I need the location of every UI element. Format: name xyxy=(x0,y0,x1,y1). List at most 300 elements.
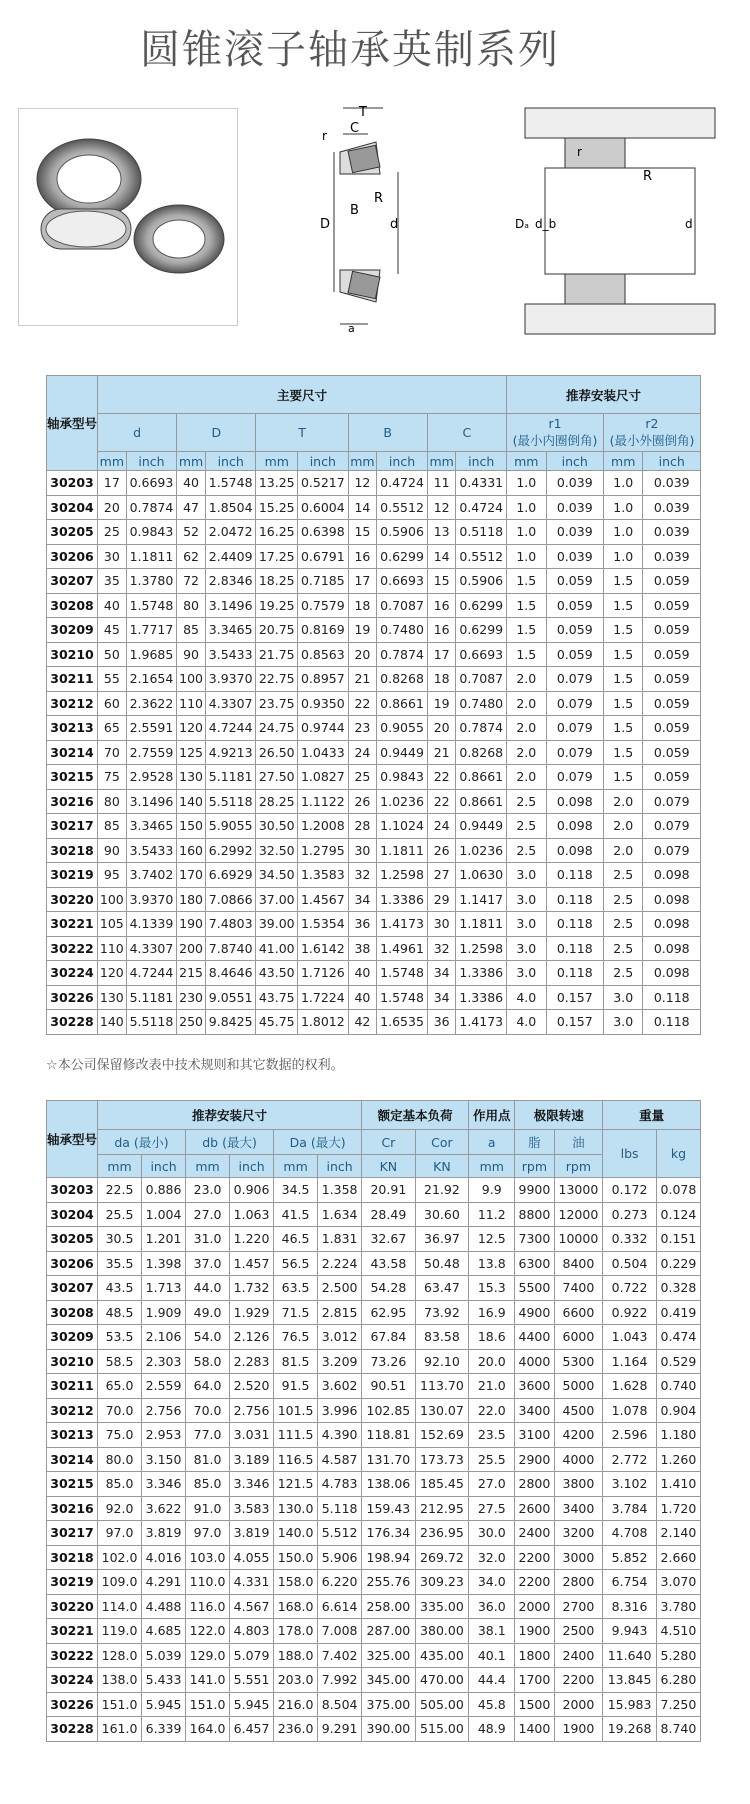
value-cell: 0.904 xyxy=(656,1398,700,1423)
value-cell: 0.5217 xyxy=(298,471,349,496)
value-cell: 4400 xyxy=(515,1325,554,1350)
label-R: R xyxy=(374,191,384,206)
value-cell: 0.9055 xyxy=(377,716,428,741)
value-cell: 22 xyxy=(427,765,456,790)
value-cell: 90.51 xyxy=(362,1374,416,1399)
value-cell: 170 xyxy=(177,863,206,888)
model-cell: 30216 xyxy=(47,1496,98,1521)
value-cell: 3.3465 xyxy=(126,814,177,839)
value-cell: 160 xyxy=(177,838,206,863)
value-cell: 2.3622 xyxy=(126,691,177,716)
value-cell: 0.740 xyxy=(656,1374,700,1399)
value-cell: 3.0 xyxy=(603,1010,643,1035)
value-cell: 4.1339 xyxy=(126,912,177,937)
value-cell: 1.0433 xyxy=(298,740,349,765)
value-cell: 5.906 xyxy=(318,1545,362,1570)
value-cell: 3.070 xyxy=(656,1570,700,1595)
value-cell: 15.3 xyxy=(469,1276,515,1301)
value-cell: 0.8957 xyxy=(298,667,349,692)
value-cell: 1.0 xyxy=(507,495,547,520)
value-cell: 164.0 xyxy=(186,1717,230,1742)
col-grease: 脂 xyxy=(515,1130,554,1155)
value-cell: 150 xyxy=(177,814,206,839)
value-cell: 4000 xyxy=(554,1447,603,1472)
value-cell: 4.7244 xyxy=(205,716,256,741)
value-cell: 2.5 xyxy=(507,789,547,814)
model-cell: 30209 xyxy=(47,618,98,643)
value-cell: 1.5 xyxy=(507,618,547,643)
value-cell: 2.5 xyxy=(507,814,547,839)
value-cell: 2.1654 xyxy=(126,667,177,692)
value-cell: 138.06 xyxy=(362,1472,416,1497)
units-row xyxy=(47,452,701,471)
value-cell: 67.84 xyxy=(362,1325,416,1350)
value-cell: 110.0 xyxy=(186,1570,230,1595)
value-cell: 1.358 xyxy=(318,1178,362,1203)
value-cell: 2.660 xyxy=(656,1545,700,1570)
value-cell: 1.0630 xyxy=(456,863,507,888)
value-cell: 236.95 xyxy=(415,1521,469,1546)
value-cell: 52 xyxy=(177,520,206,545)
value-cell: 13.8 xyxy=(469,1251,515,1276)
value-cell: 58.0 xyxy=(186,1349,230,1374)
value-cell: 5.551 xyxy=(230,1668,274,1693)
value-cell: 13 xyxy=(427,520,456,545)
model-cell: 30226 xyxy=(47,1692,98,1717)
value-cell: 121.5 xyxy=(274,1472,318,1497)
performance-table-body xyxy=(47,1178,701,1742)
value-cell: 113.70 xyxy=(415,1374,469,1399)
value-cell: 36 xyxy=(348,912,377,937)
value-cell: 2700 xyxy=(554,1594,603,1619)
value-cell: 0.118 xyxy=(546,887,603,912)
value-cell: 75 xyxy=(98,765,127,790)
value-cell: 1.2598 xyxy=(377,863,428,888)
value-cell: 1.0 xyxy=(507,544,547,569)
model-cell: 30228 xyxy=(47,1010,98,1035)
value-cell: 34.0 xyxy=(469,1570,515,1595)
value-cell: 110 xyxy=(177,691,206,716)
page-title: 圆锥滚子轴承英制系列 xyxy=(140,27,560,73)
col-D: D xyxy=(177,414,256,452)
value-cell: 6.220 xyxy=(318,1570,362,1595)
value-cell: 23.5 xyxy=(469,1423,515,1448)
value-cell: 216.0 xyxy=(274,1692,318,1717)
value-cell: 5000 xyxy=(554,1374,603,1399)
value-cell: 34 xyxy=(427,961,456,986)
value-cell: 4.055 xyxy=(230,1545,274,1570)
model-cell: 30219 xyxy=(47,863,98,888)
value-cell: 111.5 xyxy=(274,1423,318,1448)
value-cell: 8.740 xyxy=(656,1717,700,1742)
value-cell: 0.6004 xyxy=(298,495,349,520)
dimensions-table xyxy=(46,375,701,1035)
table-row xyxy=(47,593,701,618)
value-cell: 0.059 xyxy=(643,618,701,643)
value-cell: 0.079 xyxy=(546,667,603,692)
value-cell: 0.172 xyxy=(603,1178,657,1203)
value-cell: 190 xyxy=(177,912,206,937)
value-cell: 255.76 xyxy=(362,1570,416,1595)
value-cell: 100 xyxy=(98,887,127,912)
unit-inch: inch xyxy=(142,1155,186,1178)
value-cell: 1.457 xyxy=(230,1251,274,1276)
table-row xyxy=(47,1202,701,1227)
value-cell: 0.8563 xyxy=(298,642,349,667)
value-cell: 30.5 xyxy=(98,1227,142,1252)
value-cell: 0.9449 xyxy=(456,814,507,839)
table-row xyxy=(47,544,701,569)
col-cr: Cr xyxy=(362,1130,416,1155)
value-cell: 2.0 xyxy=(507,765,547,790)
value-cell: 28.25 xyxy=(256,789,298,814)
value-cell: 38 xyxy=(348,936,377,961)
value-cell: 81.5 xyxy=(274,1349,318,1374)
value-cell: 3.5433 xyxy=(205,642,256,667)
value-cell: 2.756 xyxy=(230,1398,274,1423)
col-r2: r2 (最小外圈倒角) xyxy=(603,414,700,452)
value-cell: 25 xyxy=(98,520,127,545)
table-row xyxy=(47,667,701,692)
value-cell: 1.410 xyxy=(656,1472,700,1497)
table-row xyxy=(47,495,701,520)
value-cell: 3.583 xyxy=(230,1496,274,1521)
value-cell: 1900 xyxy=(554,1717,603,1742)
value-cell: 390.00 xyxy=(362,1717,416,1742)
value-cell: 2.756 xyxy=(142,1398,186,1423)
value-cell: 91.0 xyxy=(186,1496,230,1521)
value-cell: 65.0 xyxy=(98,1374,142,1399)
value-cell: 36.97 xyxy=(415,1227,469,1252)
value-cell: 95 xyxy=(98,863,127,888)
value-cell: 0.332 xyxy=(603,1227,657,1252)
table-row xyxy=(47,1447,701,1472)
value-cell: 0.7874 xyxy=(126,495,177,520)
value-cell: 0.098 xyxy=(643,936,701,961)
value-cell: 83.58 xyxy=(415,1325,469,1350)
model-cell: 30205 xyxy=(47,520,98,545)
value-cell: 0.039 xyxy=(546,495,603,520)
value-cell: 43.58 xyxy=(362,1251,416,1276)
value-cell: 3.346 xyxy=(142,1472,186,1497)
value-cell: 8400 xyxy=(554,1251,603,1276)
model-header-2: 轴承型号 xyxy=(47,1101,98,1178)
value-cell: 1.3386 xyxy=(456,961,507,986)
value-cell: 0.039 xyxy=(643,520,701,545)
value-cell: 24 xyxy=(427,814,456,839)
value-cell: 1.5 xyxy=(603,765,643,790)
value-cell: 3400 xyxy=(515,1398,554,1423)
value-cell: 3.189 xyxy=(230,1447,274,1472)
value-cell: 17.25 xyxy=(256,544,298,569)
value-cell: 4.3307 xyxy=(205,691,256,716)
value-cell: 2200 xyxy=(515,1570,554,1595)
value-cell: 120 xyxy=(177,716,206,741)
value-cell: 34.50 xyxy=(256,863,298,888)
value-cell: 0.059 xyxy=(643,642,701,667)
value-cell: 0.039 xyxy=(643,495,701,520)
value-cell: 2.815 xyxy=(318,1300,362,1325)
value-cell: 2400 xyxy=(554,1643,603,1668)
table-row xyxy=(47,961,701,986)
table-row xyxy=(47,838,701,863)
value-cell: 70 xyxy=(98,740,127,765)
value-cell: 25.5 xyxy=(469,1447,515,1472)
col-Da: Da (最大) xyxy=(274,1130,362,1155)
value-cell: 30 xyxy=(348,838,377,863)
table-row xyxy=(47,1545,701,1570)
value-cell: 125 xyxy=(177,740,206,765)
value-cell: 11.2 xyxy=(469,1202,515,1227)
value-cell: 30.60 xyxy=(415,1202,469,1227)
value-cell: 0.7185 xyxy=(298,569,349,594)
value-cell: 35 xyxy=(98,569,127,594)
value-cell: 2.0 xyxy=(603,814,643,839)
value-cell: 4.587 xyxy=(318,1447,362,1472)
value-cell: 43.5 xyxy=(98,1276,142,1301)
value-cell: 97.0 xyxy=(98,1521,142,1546)
value-cell: 0.4724 xyxy=(456,495,507,520)
value-cell: 23.75 xyxy=(256,691,298,716)
value-cell: 0.8661 xyxy=(456,789,507,814)
value-cell: 32.50 xyxy=(256,838,298,863)
value-cell: 105 xyxy=(98,912,127,937)
label-Da: Dₐ xyxy=(515,217,529,231)
table-row xyxy=(47,642,701,667)
model-cell: 30206 xyxy=(47,1251,98,1276)
table-row xyxy=(47,520,701,545)
value-cell: 1.0236 xyxy=(377,789,428,814)
model-cell: 30204 xyxy=(47,495,98,520)
value-cell: 1.5 xyxy=(603,716,643,741)
table-row xyxy=(47,1251,701,1276)
model-cell: 30207 xyxy=(47,569,98,594)
value-cell: 45.8 xyxy=(469,1692,515,1717)
value-cell: 3.784 xyxy=(603,1496,657,1521)
value-cell: 1.1811 xyxy=(377,838,428,863)
model-cell: 30212 xyxy=(47,691,98,716)
unit-mm: mm xyxy=(274,1155,318,1178)
value-cell: 65 xyxy=(98,716,127,741)
value-cell: 15.25 xyxy=(256,495,298,520)
value-cell: 0.722 xyxy=(603,1276,657,1301)
value-cell: 0.098 xyxy=(546,789,603,814)
value-cell: 0.039 xyxy=(643,471,701,496)
value-cell: 27.0 xyxy=(186,1202,230,1227)
value-cell: 0.079 xyxy=(546,716,603,741)
model-cell: 30221 xyxy=(47,912,98,937)
value-cell: 3.0 xyxy=(507,863,547,888)
value-cell: 27.50 xyxy=(256,765,298,790)
value-cell: 77.0 xyxy=(186,1423,230,1448)
value-cell: 1.6535 xyxy=(377,1010,428,1035)
value-cell: 0.059 xyxy=(546,642,603,667)
value-cell: 6.339 xyxy=(142,1717,186,1742)
value-cell: 0.039 xyxy=(643,544,701,569)
value-cell: 203.0 xyxy=(274,1668,318,1693)
value-cell: 29 xyxy=(427,887,456,912)
value-cell: 16 xyxy=(427,593,456,618)
value-cell: 1.4961 xyxy=(377,936,428,961)
value-cell: 71.5 xyxy=(274,1300,318,1325)
value-cell: 1.5 xyxy=(507,593,547,618)
value-cell: 1.5748 xyxy=(377,961,428,986)
model-cell: 30218 xyxy=(47,838,98,863)
value-cell: 0.059 xyxy=(643,716,701,741)
value-cell: 5.118 xyxy=(318,1496,362,1521)
value-cell: 102.85 xyxy=(362,1398,416,1423)
value-cell: 56.5 xyxy=(274,1251,318,1276)
value-cell: 19.268 xyxy=(603,1717,657,1742)
value-cell: 2.303 xyxy=(142,1349,186,1374)
value-cell: 64.0 xyxy=(186,1374,230,1399)
model-cell: 30210 xyxy=(47,642,98,667)
value-cell: 3.0 xyxy=(507,912,547,937)
value-cell: 1.4173 xyxy=(377,912,428,937)
value-cell: 2200 xyxy=(515,1545,554,1570)
value-cell: 0.118 xyxy=(643,1010,701,1035)
model-cell: 30217 xyxy=(47,814,98,839)
table-row xyxy=(47,691,701,716)
value-cell: 1.2795 xyxy=(298,838,349,863)
value-cell: 25.5 xyxy=(98,1202,142,1227)
value-cell: 1.5 xyxy=(507,569,547,594)
value-cell: 70.0 xyxy=(98,1398,142,1423)
value-cell: 2.0472 xyxy=(205,520,256,545)
model-cell: 30217 xyxy=(47,1521,98,1546)
value-cell: 0.5512 xyxy=(377,495,428,520)
value-cell: 4500 xyxy=(554,1398,603,1423)
col-da: da (最小) xyxy=(98,1130,186,1155)
value-cell: 28.49 xyxy=(362,1202,416,1227)
value-cell: 1.220 xyxy=(230,1227,274,1252)
value-cell: 1.628 xyxy=(603,1374,657,1399)
value-cell: 24 xyxy=(348,740,377,765)
value-cell: 2.596 xyxy=(603,1423,657,1448)
col-r1: r1 (最小内圈倒角) xyxy=(507,414,604,452)
value-cell: 2400 xyxy=(515,1521,554,1546)
value-cell: 0.9350 xyxy=(298,691,349,716)
unit-mm: mm xyxy=(186,1155,230,1178)
value-cell: 150.0 xyxy=(274,1545,318,1570)
value-cell: 1.6142 xyxy=(298,936,349,961)
model-cell: 30211 xyxy=(47,1374,98,1399)
value-cell: 0.6299 xyxy=(456,593,507,618)
value-cell: 9.943 xyxy=(603,1619,657,1644)
value-cell: 13.25 xyxy=(256,471,298,496)
value-cell: 31.0 xyxy=(186,1227,230,1252)
value-cell: 1.004 xyxy=(142,1202,186,1227)
value-cell: 7.8740 xyxy=(205,936,256,961)
value-cell: 212.95 xyxy=(415,1496,469,1521)
value-cell: 1.0236 xyxy=(456,838,507,863)
limit-speed-header: 极限转速 xyxy=(515,1101,603,1130)
value-cell: 0.078 xyxy=(656,1178,700,1203)
value-cell: 4.291 xyxy=(142,1570,186,1595)
value-cell: 63.47 xyxy=(415,1276,469,1301)
value-cell: 48.5 xyxy=(98,1300,142,1325)
value-cell: 1.3780 xyxy=(126,569,177,594)
value-cell: 236.0 xyxy=(274,1717,318,1742)
value-cell: 1.634 xyxy=(318,1202,362,1227)
value-cell: 4.0 xyxy=(507,1010,547,1035)
table-row xyxy=(47,1619,701,1644)
value-cell: 180 xyxy=(177,887,206,912)
value-cell: 36.0 xyxy=(469,1594,515,1619)
value-cell: 120 xyxy=(98,961,127,986)
model-cell: 30222 xyxy=(47,936,98,961)
value-cell: 159.43 xyxy=(362,1496,416,1521)
value-cell: 41.00 xyxy=(256,936,298,961)
model-cell: 30203 xyxy=(47,1178,98,1203)
model-cell: 30214 xyxy=(47,740,98,765)
units-row-2 xyxy=(47,1155,701,1178)
value-cell: 0.098 xyxy=(643,887,701,912)
model-header: 轴承型号 xyxy=(47,376,98,471)
value-cell: 3000 xyxy=(554,1545,603,1570)
model-cell: 30220 xyxy=(47,1594,98,1619)
value-cell: 345.00 xyxy=(362,1668,416,1693)
value-cell: 0.9744 xyxy=(298,716,349,741)
value-cell: 19.25 xyxy=(256,593,298,618)
value-cell: 85.0 xyxy=(98,1472,142,1497)
value-cell: 20 xyxy=(98,495,127,520)
value-cell: 5500 xyxy=(515,1276,554,1301)
value-cell: 15 xyxy=(427,569,456,594)
value-cell: 97.0 xyxy=(186,1521,230,1546)
table-row xyxy=(47,1692,701,1717)
value-cell: 0.5906 xyxy=(377,520,428,545)
value-cell: 0.059 xyxy=(643,569,701,594)
col-C: C xyxy=(427,414,506,452)
mounting-diagram xyxy=(515,108,715,334)
value-cell: 19 xyxy=(427,691,456,716)
value-cell: 4.488 xyxy=(142,1594,186,1619)
value-cell: 20 xyxy=(348,642,377,667)
value-cell: 3.150 xyxy=(142,1447,186,1472)
value-cell: 0.118 xyxy=(546,863,603,888)
value-cell: 3.819 xyxy=(230,1521,274,1546)
unit-inch: inch xyxy=(456,452,507,471)
value-cell: 1.909 xyxy=(142,1300,186,1325)
unit-mm: mm xyxy=(603,452,643,471)
value-cell: 60 xyxy=(98,691,127,716)
value-cell: 158.0 xyxy=(274,1570,318,1595)
value-cell: 46.5 xyxy=(274,1227,318,1252)
label-r-mount: r xyxy=(577,145,582,159)
value-cell: 1.7126 xyxy=(298,961,349,986)
value-cell: 4.510 xyxy=(656,1619,700,1644)
value-cell: 200 xyxy=(177,936,206,961)
value-cell: 2.0 xyxy=(507,667,547,692)
value-cell: 92.10 xyxy=(415,1349,469,1374)
value-cell: 18.25 xyxy=(256,569,298,594)
value-cell: 0.059 xyxy=(546,593,603,618)
value-cell: 92.0 xyxy=(98,1496,142,1521)
value-cell: 2.8346 xyxy=(205,569,256,594)
value-cell: 58.5 xyxy=(98,1349,142,1374)
table-row xyxy=(47,471,701,496)
value-cell: 0.7087 xyxy=(456,667,507,692)
label-r: r xyxy=(322,129,327,143)
value-cell: 23 xyxy=(348,716,377,741)
value-cell: 48.9 xyxy=(469,1717,515,1742)
value-cell: 5.5118 xyxy=(126,1010,177,1035)
value-cell: 130.07 xyxy=(415,1398,469,1423)
value-cell: 1.078 xyxy=(603,1398,657,1423)
value-cell: 62 xyxy=(177,544,206,569)
table-row xyxy=(47,1717,701,1742)
